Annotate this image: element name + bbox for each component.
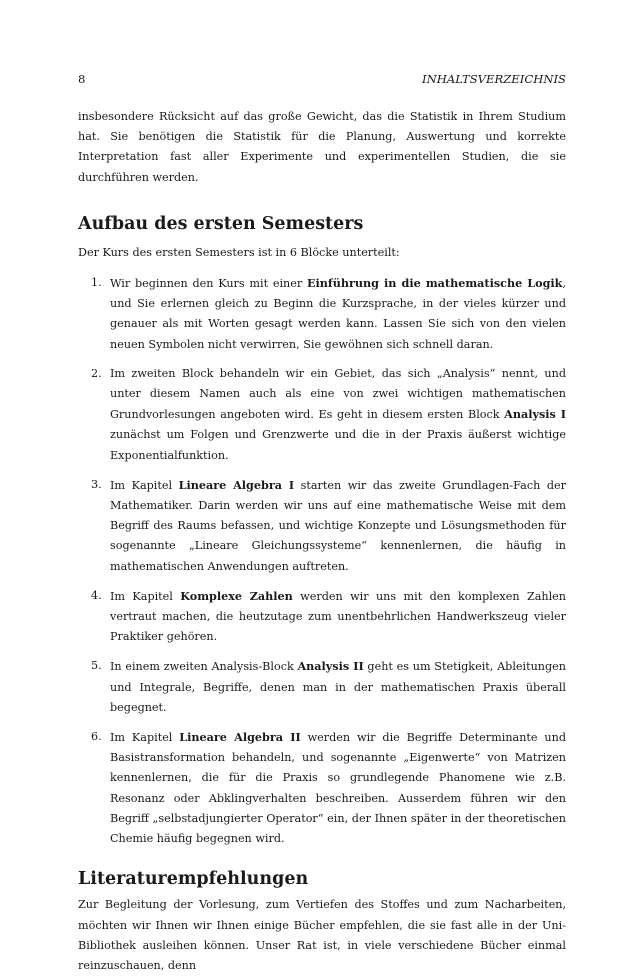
running-title: INHALTSVERZEICHNIS — [422, 72, 566, 86]
page-header — [78, 69, 566, 89]
list-item-number: 3. — [91, 477, 102, 491]
page-content — [78, 107, 566, 976]
literature-paragraph: Zur Begleitung der Vorlesung, zum Vertiefen des Stoffes und zum Nacharbeiten, möchten wir Ihnen wir Ihnen einige Bücher empfehlen, die sie fast alle in der Uni-Bibliothek ausleihen können. Unser Rat ist, in viele verschiedene Bücher einmal reinzuschauen, denn — [78, 898, 566, 972]
list-item-text: Im zweiten Block behandeln wir ein Gebiet, das sich „Analysis“ nennt, und unter diesem Namen auch als eine von zwei wichtigen mathematischen Grundvorlesungen angeboten wird. Es geht in diesem ersten Block — [110, 366, 566, 422]
list-item — [91, 656, 566, 718]
list-item-number: 4. — [91, 588, 102, 602]
list-item-text: Wir beginnen den Kurs mit einer — [110, 277, 307, 291]
list-item-bold-term: Lineare Algebra I — [178, 477, 295, 492]
list-item — [91, 727, 566, 849]
list-item-text: werden wir uns mit den komplexen Zahlen vertraut machen, die heutzutage zum unentbehrlichen Handwerkszeug vieler Praktiker gehören. — [110, 589, 567, 644]
list-item-number: 6. — [91, 730, 102, 744]
list-item-number: 1. — [91, 276, 102, 290]
list-item-bold-term: Einführung in die mathematische Logik — [306, 276, 563, 291]
list-item-text: Im Kapitel — [110, 589, 181, 603]
list-item — [91, 586, 566, 648]
list-item-number: 5. — [91, 659, 102, 673]
list-item-bold-term: Lineare Algebra II — [179, 730, 301, 745]
list-item — [91, 273, 566, 355]
list-item — [91, 364, 566, 466]
section-heading-aufbau: Aufbau des ersten Semesters — [78, 213, 364, 234]
list-item-text: In einem zweiten Analysis-Block — [110, 660, 298, 674]
page-number: 8 — [78, 72, 86, 86]
list-item-text: geht es um Stetigkeit, Ableitungen und Integrale, Begriffe, denen man in der mathematischen Praxis überall begegnet. — [110, 660, 566, 714]
list-item — [91, 475, 566, 577]
section-lead-paragraph: Der Kurs des ersten Semesters ist in 6 Blöcke unterteilt: — [78, 245, 400, 259]
list-item-text: Im Kapitel — [110, 478, 179, 492]
list-item-bold-term: Analysis II — [297, 659, 364, 674]
section-heading-literatur: Literaturempfehlungen — [78, 869, 309, 890]
list-item-text: Im Kapitel — [110, 731, 180, 745]
list-item-text: starten wir das zweite Grundlagen-Fach der Mathematiker. Darin werden wir uns auf eine mathematische Weise mit dem Begriff des Raums befassen, und wichtige Konzepte und Lösungsmethoden für sogenannte „Lineare Gleichungssysteme“ kennenlernen, die häufig in mathematischen Anwendungen auftreten. — [110, 478, 566, 573]
list-item-bold-term: Analysis I — [504, 407, 566, 422]
list-item-number: 2. — [91, 366, 102, 380]
list-item-bold-term: Komplexe Zahlen — [180, 588, 293, 603]
list-item-text: zunächst um Folgen und Grenzwerte und die in der Praxis äußerst wichtige Exponentialfunktion. — [110, 428, 566, 462]
semester-block-list — [78, 273, 566, 849]
intro-paragraph: insbesondere Rücksicht auf das große Gewicht, das die Statistik in Ihrem Studium hat. Sie benötigen die Statistik für die Planung, Auswertung und korrekte Interpretation fast aller Experimente und experimentellen Studien, die sie durchführen werden. — [78, 110, 566, 184]
list-item-text: werden wir die Begriffe Determinante und Basistransformation behandeln, und sogenannte „Eigenwerte“ von Matrizen kennenlernen, die für die Praxis so grundlegende Phanomene wie z.B. Resonanz oder Abklingverhalten beschreiben. Ausserdem führen wir den Begriff „selbstadjungierter Operator“ ein, der Ihnen später in der theoretischen Chemie häufig begegnen wird. — [110, 731, 566, 846]
list-item-text: , und Sie erlernen gleich zu Beginn die Kurzsprache, in der vieles kürzer und genauer als mit Worten gesagt werden kann. Lassen Sie sich von den vielen neuen Symbolen nicht verwirren, Sie gewöhnen sich schnell daran. — [110, 277, 567, 351]
